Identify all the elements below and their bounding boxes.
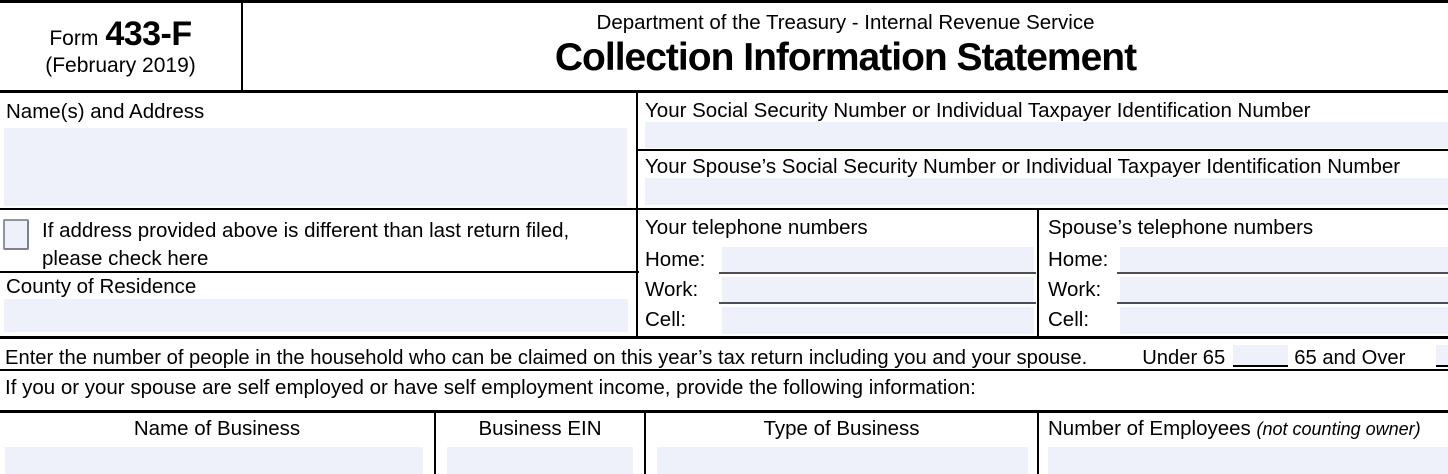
address-different-label-line1: If address provided above is different than last return filed, [42, 219, 570, 242]
divider-line [0, 336, 1448, 339]
spouse-work-label: Work: [1048, 278, 1102, 301]
form-number-block [0, 3, 241, 90]
form-revision-date: (February 2019) [45, 54, 196, 77]
agency-line: Department of the Treasury - Internal Revenue Service [596, 11, 1095, 34]
address-different-label [42, 217, 569, 273]
form-number: 433-F [105, 15, 192, 53]
spouse-cell-label: Cell: [1048, 308, 1090, 331]
divider-line [0, 90, 1448, 93]
col-header-business-ein: Business EIN [478, 417, 602, 440]
address-different-checkbox[interactable] [3, 219, 29, 250]
spouse-cell-phone-input[interactable] [1120, 307, 1448, 334]
employee-count-input[interactable] [1048, 447, 1448, 474]
col-header-type-of-business: Type of Business [763, 417, 920, 440]
your-home-label: Home: [645, 248, 706, 271]
county-label: County of Residence [6, 275, 197, 298]
spouse-ssn-input[interactable] [645, 178, 1448, 205]
col-header-name-of-business: Name of Business [133, 417, 301, 440]
your-ssn-input[interactable] [645, 122, 1448, 148]
your-cell-phone-input[interactable] [722, 307, 1034, 334]
divider-line [1037, 210, 1039, 336]
divider-line [636, 92, 638, 336]
household-count-row [5, 342, 1448, 370]
not-counting-owner-note: (not counting owner) [1256, 419, 1421, 439]
spouse-phones-label: Spouse’s telephone numbers [1048, 216, 1314, 239]
divider-line [0, 410, 1448, 413]
col-header-number-of-employees [1048, 417, 1421, 441]
name-address-label: Name(s) and Address [6, 100, 205, 123]
spouse-work-phone-input[interactable] [1120, 277, 1448, 302]
business-ein-input[interactable] [447, 447, 633, 474]
65-and-over-label: 65 and Over [1294, 347, 1406, 369]
form-title: Collection Information Statement [554, 36, 1137, 79]
your-phones-label: Your telephone numbers [645, 216, 868, 239]
65-and-over-input[interactable] [1436, 345, 1448, 367]
form-word-label: Form [49, 27, 99, 50]
divider-line [719, 302, 1036, 304]
your-work-label: Work: [645, 278, 699, 301]
your-ssn-label: Your Social Security Number or Individual Taxpayer Identification Number [645, 99, 1311, 122]
your-home-phone-input[interactable] [722, 247, 1034, 272]
under-65-input[interactable] [1233, 345, 1288, 367]
divider-line [1117, 302, 1448, 304]
under-65-label: Under 65 [1142, 347, 1226, 369]
your-work-phone-input[interactable] [722, 277, 1034, 302]
form-header [243, 3, 1448, 90]
divider-line [241, 3, 243, 90]
divider-line [719, 272, 1036, 274]
household-sentence: Enter the number of people in the household who can be claimed on this year’s tax return including you and your spouse. [5, 347, 1088, 369]
divider-line [1117, 272, 1448, 274]
divider-line [0, 0, 1448, 3]
spouse-home-label: Home: [1048, 248, 1109, 271]
number-of-employees-label: Number of Employees [1048, 417, 1251, 440]
business-type-input[interactable] [657, 447, 1028, 474]
divider-line [1037, 413, 1039, 474]
business-name-input[interactable] [5, 447, 423, 474]
address-different-label-line2: please check here [42, 247, 209, 270]
name-address-input[interactable] [4, 128, 627, 206]
spouse-ssn-label: Your Spouse’s Social Security Number or Individual Taxpayer Identification Number [645, 155, 1401, 178]
divider-line [637, 149, 1448, 151]
self-employment-instruction: If you or your spouse are self employed or have self employment income, provide the following information: [5, 376, 976, 399]
county-input[interactable] [4, 299, 628, 332]
spouse-home-phone-input[interactable] [1120, 247, 1448, 272]
your-cell-label: Cell: [645, 308, 687, 331]
divider-line [0, 208, 1448, 210]
